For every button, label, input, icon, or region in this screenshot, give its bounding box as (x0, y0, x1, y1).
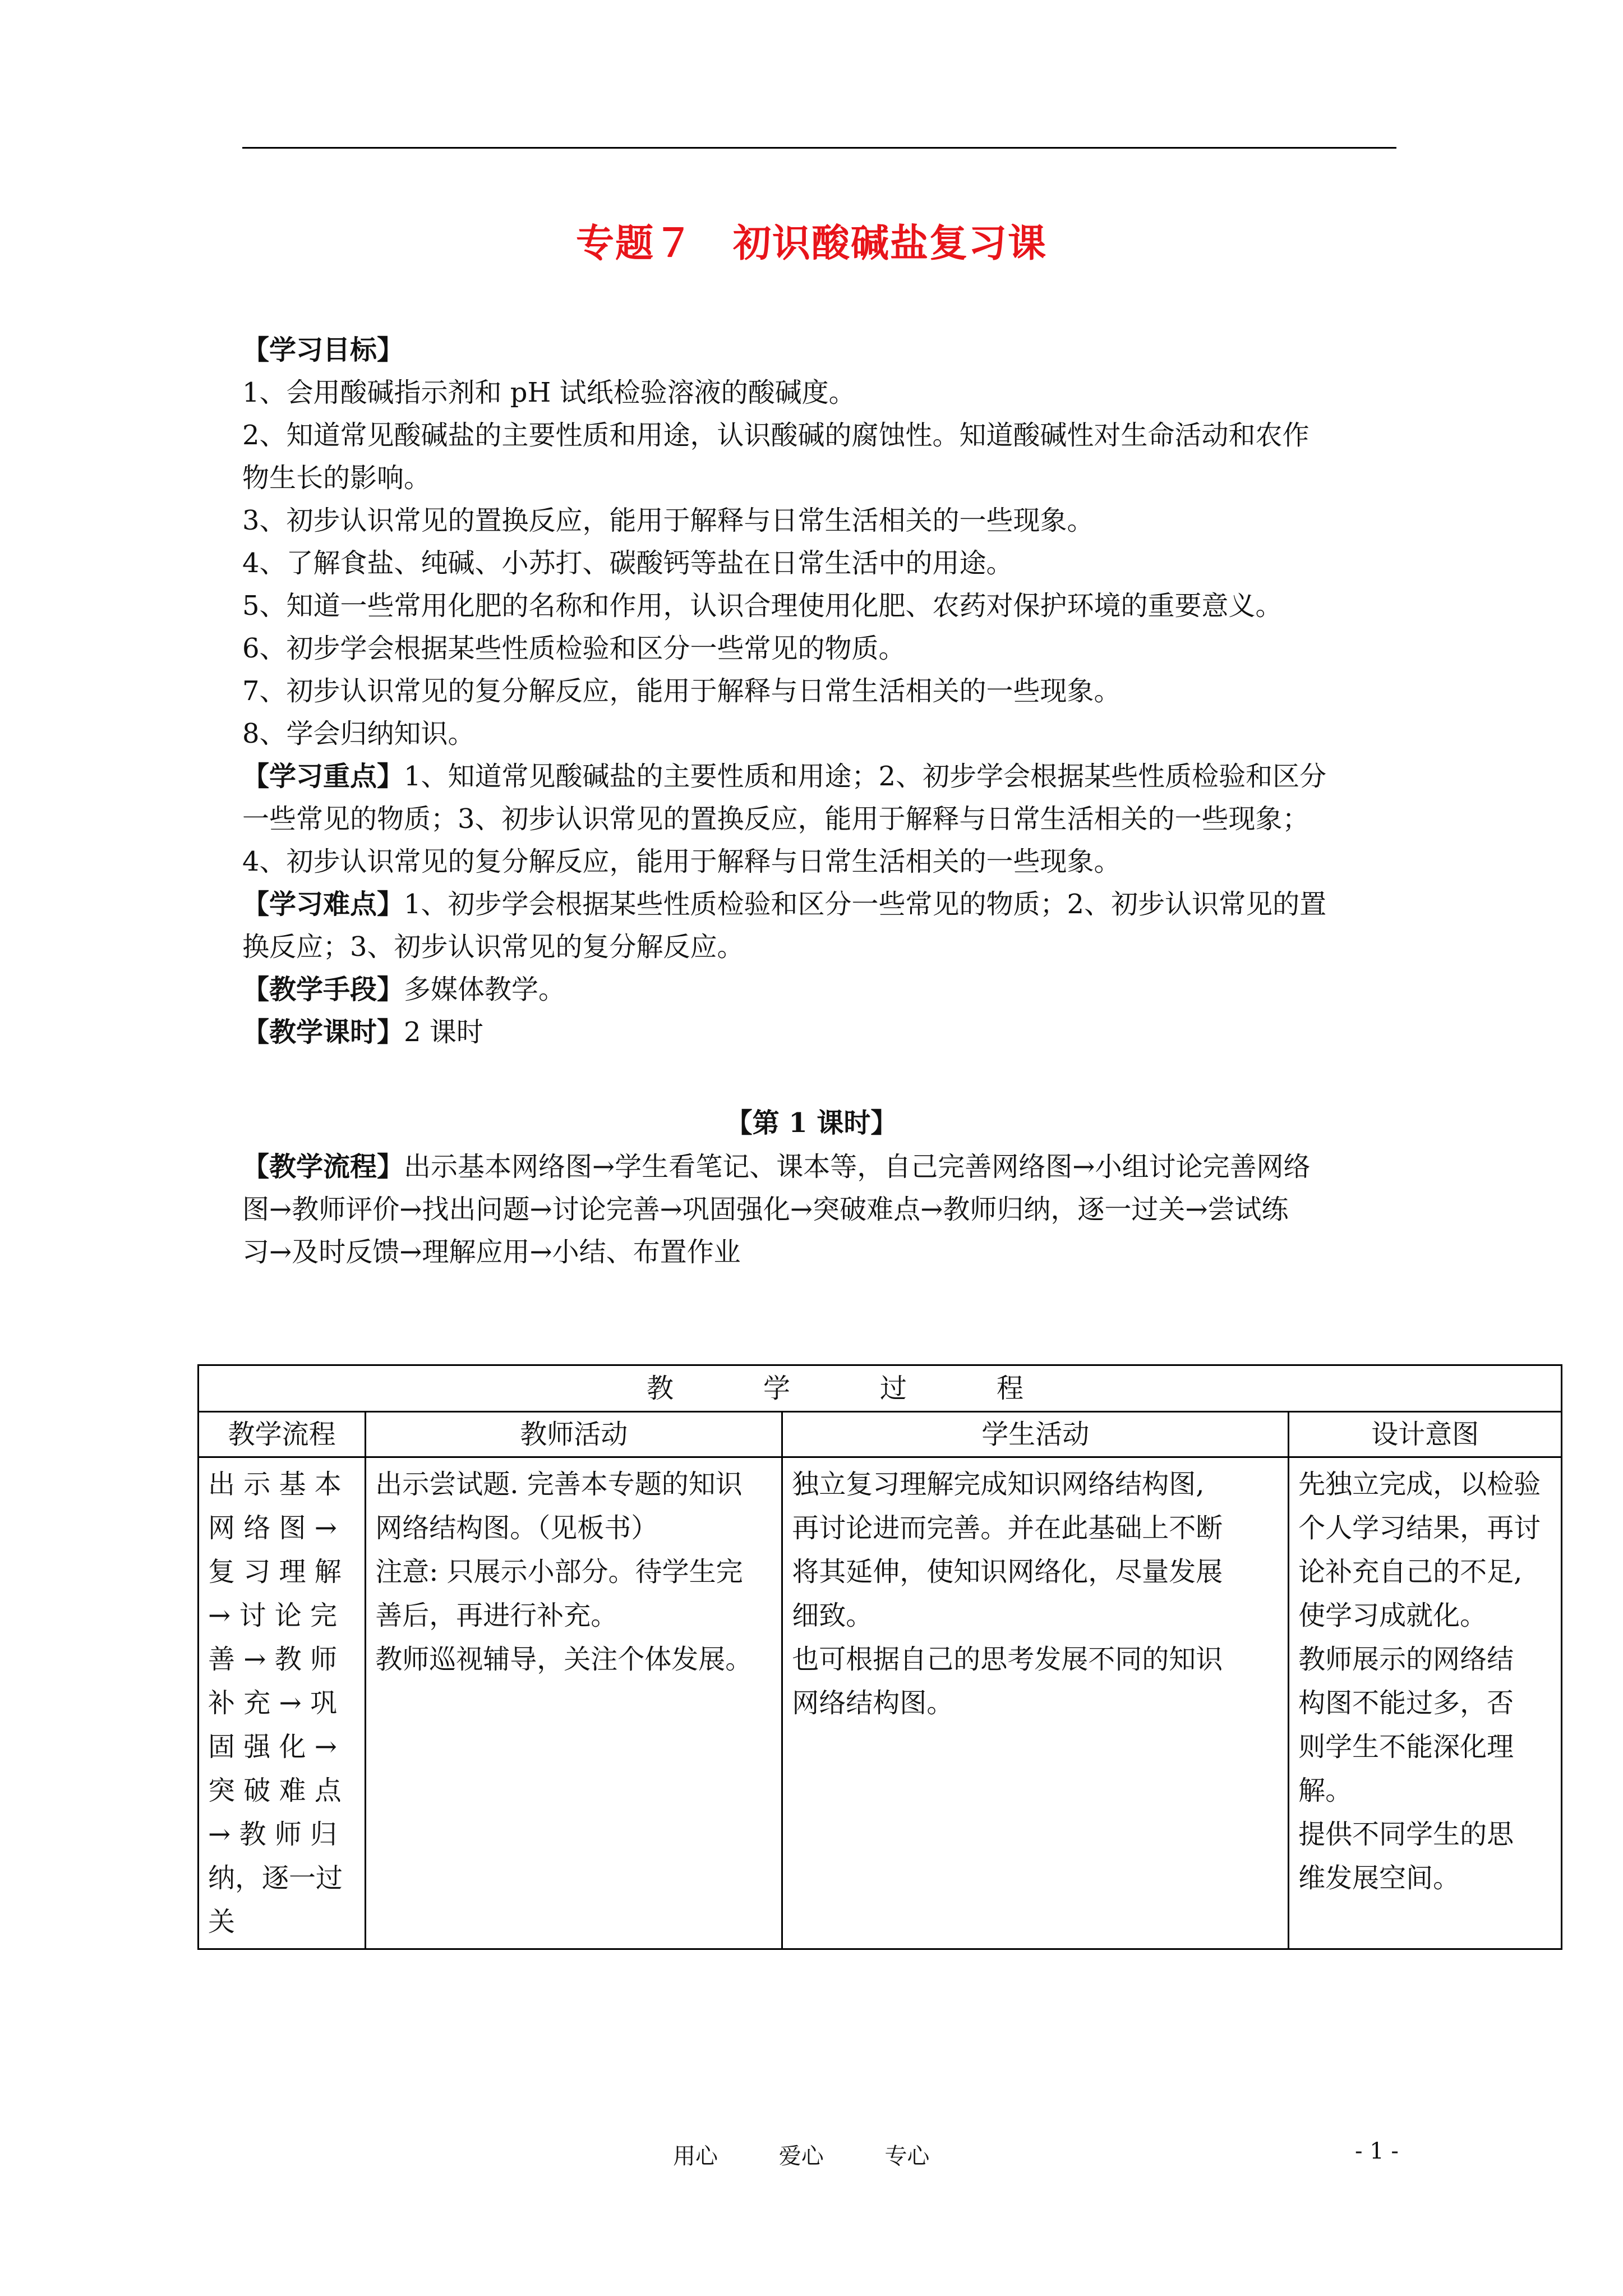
footer-motto-word: 用心 (673, 2143, 718, 2169)
cell-line: 出示尝试题. 完善本专题的知识 (375, 1469, 743, 1500)
objective-item: 4、了解食盐、纯碱、小苏打、碳酸钙等盐在日常生活中的用途。 (242, 547, 1013, 579)
objective-item: 1、会用酸碱指示剂和 pH 试纸检验溶液的酸碱度。 (242, 377, 856, 408)
cell-line: 教师巡视辅导，关注个体发展。 (375, 1644, 753, 1675)
header-rule (242, 147, 1396, 149)
cell-line: 构图不能过多，否 (1298, 1687, 1514, 1719)
teaching-means-heading: 【教学手段】 (242, 974, 404, 1005)
column-header: 教学流程 (199, 1412, 366, 1457)
objectives-section (242, 329, 1398, 1053)
key-points-line: 一些常见的物质；3、初步认识常见的置换反应，能用于解释与日常生活相关的一些现象； (242, 803, 1310, 835)
page-title: 专题７ 初识酸碱盐复习课 (575, 221, 1047, 266)
cell-line: 教师展示的网络结 (1298, 1644, 1514, 1675)
objectives-heading: 【学习目标】 (242, 334, 404, 366)
teaching-means-line (242, 968, 1398, 1011)
class-hours-text: 2 课时 (404, 1016, 483, 1048)
objective-item: 2、知道常见酸碱盐的主要性质和用途，认识酸碱的腐蚀性。知道酸碱性对生命活动和农作 (242, 420, 1310, 451)
footer-motto-word: 爱心 (778, 2143, 824, 2169)
table-row (199, 1457, 1562, 1949)
cell-line: 补 充 → 巩 (208, 1687, 337, 1719)
cell-line: 解。 (1298, 1775, 1353, 1806)
class-hours-heading: 【教学课时】 (242, 1016, 404, 1048)
teaching-process-table (197, 1364, 1562, 1950)
cell-line: 突 破 难 点 (208, 1775, 342, 1806)
teaching-flow-text: 出示基本网络图→学生看笔记、课本等，自己完善网络图→小组讨论完善网络 (404, 1151, 1311, 1182)
cell-line: → 教 师 归 (208, 1819, 337, 1850)
cell-line: 将其延伸，使知识网络化，尽量发展 (792, 1556, 1223, 1588)
table-header-row (199, 1412, 1562, 1457)
difficulties-text: 1、初步学会根据某些性质检验和区分一些常见的物质；2、初步认识常见的置 (404, 889, 1327, 920)
footer-motto-word: 专心 (884, 2143, 930, 2169)
footer-motto (673, 2138, 983, 2170)
student-activity-cell (782, 1457, 1289, 1949)
column-header: 教师活动 (366, 1412, 782, 1457)
cell-line: → 讨 论 完 (208, 1600, 337, 1631)
column-header: 学生活动 (782, 1412, 1289, 1457)
teaching-flow-line: 习→及时反馈→理解应用→小结、布置作业 (242, 1236, 741, 1268)
cell-line: 纳，逐一过 (208, 1862, 343, 1894)
teaching-flow-line (242, 1145, 1398, 1188)
cell-line: 个人学习结果，再讨 (1298, 1512, 1541, 1544)
cell-line: 细致。 (792, 1600, 873, 1631)
class-hours-line (242, 1011, 1398, 1053)
teaching-flow-heading: 【教学流程】 (242, 1151, 404, 1182)
cell-line: 网络结构图。 (792, 1687, 954, 1719)
teacher-activity-cell (366, 1457, 782, 1949)
cell-line: 使学习成就化。 (1298, 1600, 1487, 1631)
cell-line: 善 → 教 师 (208, 1644, 337, 1675)
table-title-text: 教学过程 (646, 1373, 1113, 1404)
column-header: 设计意图 (1289, 1412, 1562, 1457)
cell-line: 关 (208, 1906, 236, 1938)
cell-line: 善后，再进行补充。 (375, 1600, 618, 1631)
teaching-flow-line: 图→教师评价→找出问题→讨论完善→巩固强化→突破难点→教师归纳，逐一过关→尝试练 (242, 1194, 1289, 1225)
objective-item: 7、初步认识常见的复分解反应，能用于解释与日常生活相关的一些现象。 (242, 675, 1121, 707)
cell-line: 出 示 基 本 (208, 1469, 342, 1500)
cell-line: 固 强 化 → (208, 1731, 337, 1763)
cell-line: 再讨论进而完善。并在此基础上不断 (792, 1512, 1223, 1544)
key-points-text: 1、知道常见酸碱盐的主要性质和用途；2、初步学会根据某些性质检验和区分 (404, 761, 1327, 792)
cell-line: 维发展空间。 (1298, 1862, 1460, 1894)
teaching-means-text: 多媒体教学。 (404, 974, 566, 1005)
cell-line: 复 习 理 解 (208, 1556, 342, 1588)
difficulties-heading: 【学习难点】 (242, 889, 404, 920)
teaching-flow-section (242, 1145, 1398, 1273)
cell-line: 提供不同学生的思 (1298, 1819, 1514, 1850)
difficulties-line: 换反应；3、初步认识常见的复分解反应。 (242, 931, 744, 963)
cell-line: 也可根据自己的思考发展不同的知识 (792, 1644, 1223, 1675)
table-title (199, 1365, 1562, 1412)
flow-cell (199, 1457, 366, 1949)
key-points-line: 4、初步认识常见的复分解反应，能用于解释与日常生活相关的一些现象。 (242, 846, 1121, 877)
cell-line: 网络结构图。（见板书） (375, 1512, 658, 1544)
objective-item: 5、知道一些常用化肥的名称和作用，认识合理使用化肥、农药对保护环境的重要意义。 (242, 590, 1283, 622)
difficulties-line (242, 883, 1398, 926)
lesson-title: 【第 1 课时】 (725, 1107, 898, 1139)
table-title-row (199, 1365, 1562, 1412)
objective-item: 8、学会归纳知识。 (242, 718, 475, 749)
key-points-line (242, 755, 1398, 798)
cell-line: 论补充自己的不足, (1298, 1556, 1523, 1588)
cell-line: 注意: 只展示小部分。待学生完 (375, 1556, 743, 1588)
design-intent-cell (1289, 1457, 1562, 1949)
objective-item: 6、初步学会根据某些性质检验和区分一些常见的物质。 (242, 633, 906, 664)
objective-item: 物生长的影响。 (242, 462, 431, 494)
cell-line: 网 络 图 → (208, 1512, 337, 1544)
key-points-heading: 【学习重点】 (242, 761, 404, 792)
cell-line: 先独立完成，以检验 (1298, 1469, 1541, 1500)
objective-item: 3、初步认识常见的置换反应，能用于解释与日常生活相关的一些现象。 (242, 505, 1094, 536)
cell-line: 独立复习理解完成知识网络结构图, (792, 1469, 1205, 1500)
cell-line: 则学生不能深化理 (1298, 1731, 1514, 1763)
page-number: - 1 - (1355, 2138, 1399, 2164)
